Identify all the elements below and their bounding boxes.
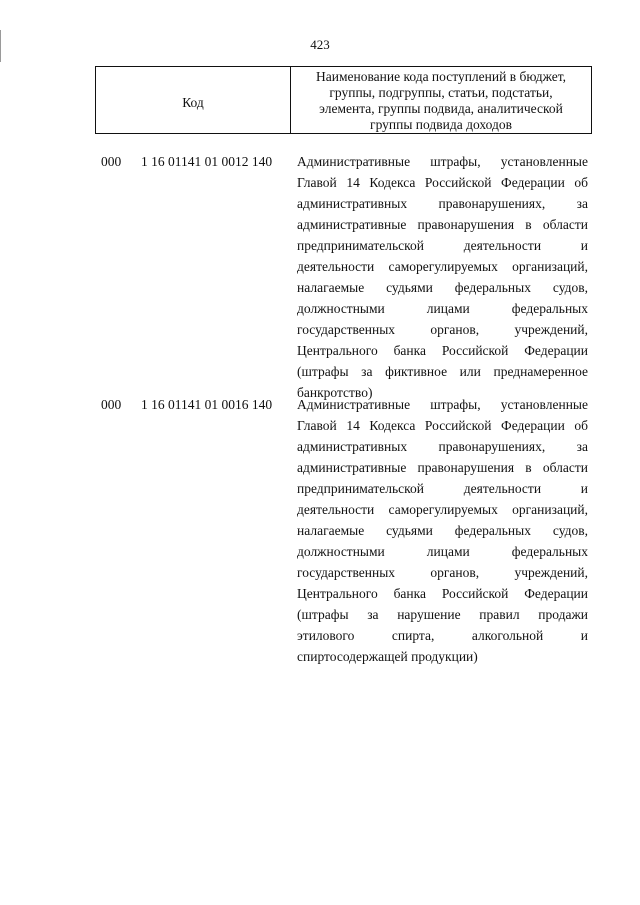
header-name-line: элемента, группы подвида, аналитической (319, 101, 563, 116)
revenue-description (297, 151, 588, 403)
revenue-code: 1 16 01141 01 0016 140 (141, 397, 273, 412)
description-line: государственных органов, учреждений, (297, 565, 588, 580)
page-number: 423 (310, 37, 330, 52)
description-line: налагаемые судьями федеральных судов, (297, 280, 588, 295)
header-name-line: группы подвида доходов (370, 117, 512, 132)
description-line: административных правонарушениях, за (297, 439, 588, 454)
header-name-line: группы, подгруппы, статьи, подстатьи, (329, 85, 553, 100)
description-line: Главой 14 Кодекса Российской Федерации об (297, 175, 588, 190)
description-line: банкротство) (297, 385, 373, 400)
table-header (95, 66, 592, 134)
description-line: Центрального банка Российской Федерации (297, 586, 588, 601)
description-line: административные правонарушения в области (297, 217, 588, 232)
description-line: деятельности саморегулируемых организаций, (297, 502, 588, 517)
description-line: должностными лицами федеральных (297, 301, 588, 316)
description-line: административные правонарушения в области (297, 460, 588, 475)
header-code-cell: Код (96, 67, 291, 133)
admin-code: 000 (101, 154, 122, 169)
revenue-code: 1 16 01141 01 0012 140 (141, 154, 273, 169)
description-line: этилового спирта, алкогольной и (297, 628, 588, 643)
description-line: (штрафы за нарушение правил продажи (297, 607, 588, 622)
header-name-cell (291, 67, 591, 133)
header-name-line: Наименование кода поступлений в бюджет, (315, 69, 566, 84)
admin-code: 000 (101, 397, 122, 412)
description-line: Административные штрафы, установленные (297, 397, 588, 412)
description-line: Административные штрафы, установленные (297, 154, 588, 169)
description-line: предпринимательской деятельности и (297, 481, 588, 496)
description-line: деятельности саморегулируемых организаций, (297, 259, 588, 274)
description-line: административных правонарушениях, за (297, 196, 588, 211)
description-line: Главой 14 Кодекса Российской Федерации об (297, 418, 588, 433)
description-line: Центрального банка Российской Федерации (297, 343, 588, 358)
description-line: должностными лицами федеральных (297, 544, 588, 559)
description-line: спиртосодержащей продукции) (297, 649, 478, 664)
description-line: (штрафы за фиктивное или преднамеренное (297, 364, 588, 379)
description-line: предпринимательской деятельности и (297, 238, 588, 253)
revenue-description (297, 394, 588, 667)
description-line: налагаемые судьями федеральных судов, (297, 523, 588, 538)
description-line: государственных органов, учреждений, (297, 322, 588, 337)
